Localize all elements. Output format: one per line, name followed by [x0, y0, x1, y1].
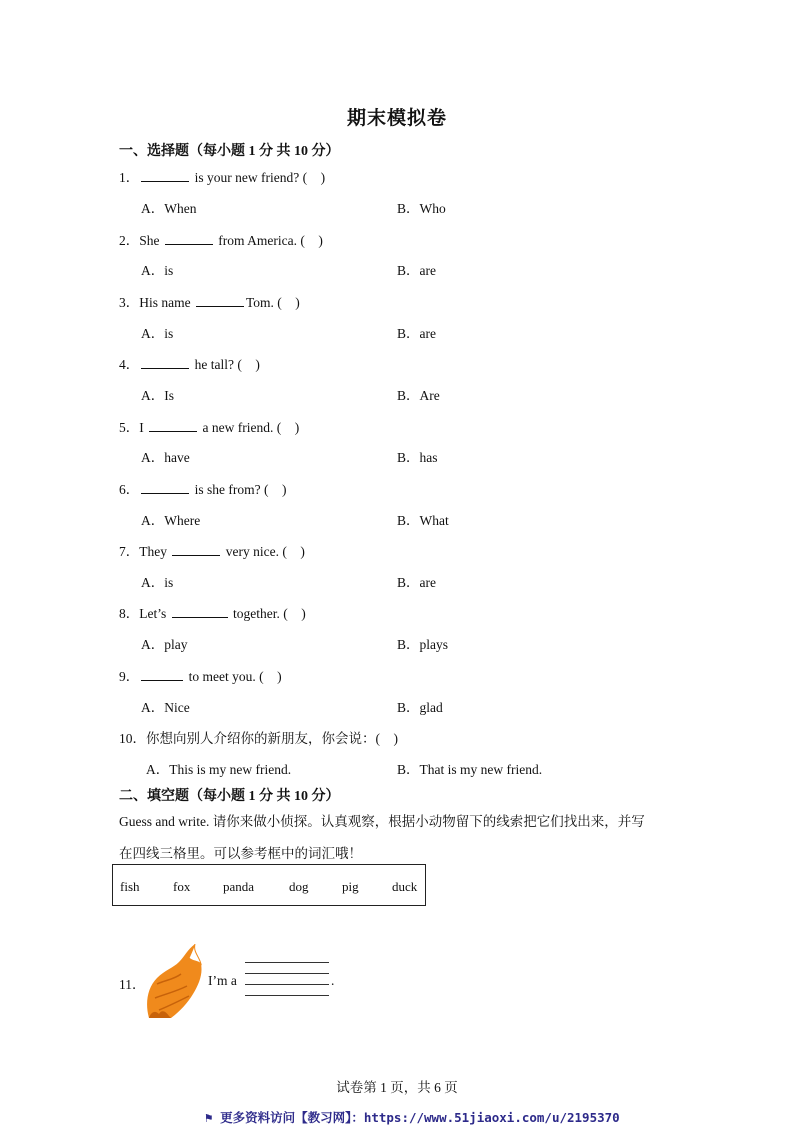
question-9	[119, 665, 282, 685]
question-number: 7．	[119, 544, 140, 559]
option-b[interactable]: B．glad	[397, 700, 443, 715]
question-number: 8．	[119, 606, 140, 621]
option-a[interactable]: A．Is	[141, 388, 174, 403]
answer-blank[interactable]	[172, 605, 228, 618]
answer-blank[interactable]	[196, 294, 244, 307]
answer-blank[interactable]	[141, 668, 183, 681]
option-a[interactable]: A．When	[141, 201, 197, 216]
question-6	[119, 478, 286, 498]
promo-text: 更多资料访问【教习网】：https://www.51jiaoxi.com/u/2195370	[220, 1110, 620, 1125]
option-b[interactable]: B．has	[397, 450, 438, 465]
word-bank-item: fox	[173, 879, 191, 894]
question-text-post: very nice. ( )	[222, 544, 305, 559]
question-text-pre: His name	[139, 295, 194, 310]
question-text-post: together. ( )	[229, 606, 306, 621]
flag-icon: ⚑	[205, 1110, 221, 1125]
question-number: 4．	[119, 357, 140, 372]
question-4	[119, 353, 260, 373]
section-2-intro-line-1: Guess and write. 请你来做小侦探。认真观察，根据小动物留下的线索把它们找出来，并写	[119, 814, 645, 829]
question-number: 9．	[119, 669, 140, 684]
option-b[interactable]: B．Are	[397, 388, 440, 403]
answer-blank[interactable]	[172, 543, 220, 556]
question-7	[119, 540, 305, 560]
question-11-period: .	[331, 973, 335, 988]
question-number: 2．	[119, 233, 140, 248]
question-text-post: is she from? ( )	[191, 482, 287, 497]
question-2	[119, 229, 323, 249]
question-8	[119, 602, 306, 622]
promo-link[interactable]	[205, 1108, 620, 1126]
question-text-post: is your new friend? ( )	[191, 170, 326, 185]
question-number: 1．	[119, 170, 140, 185]
question-text-post: a new friend. ( )	[199, 420, 300, 435]
option-a[interactable]: A．is	[141, 263, 174, 278]
answer-blank[interactable]	[141, 481, 189, 494]
section-1-heading: 一、选择题（每小题 1 分 共 10 分）	[119, 144, 340, 159]
four-line-grid[interactable]	[245, 962, 329, 1006]
question-text-post: from America. ( )	[214, 233, 323, 248]
option-b[interactable]: B．are	[397, 263, 436, 278]
word-bank-item: duck	[392, 879, 418, 894]
question-text-post: to meet you. ( )	[185, 669, 282, 684]
option-a[interactable]: A．is	[141, 326, 174, 341]
question-11-text: I’m a	[208, 973, 237, 988]
question-10	[119, 727, 398, 747]
question-5	[119, 416, 299, 436]
question-text-post: Tom. ( )	[246, 295, 300, 310]
question-11-number: 11．	[119, 977, 146, 992]
option-a[interactable]: A．This is my new friend.	[146, 762, 292, 777]
question-text-post: he tall? ( )	[191, 357, 260, 372]
question-number: 10．	[119, 731, 146, 746]
answer-blank[interactable]	[141, 356, 189, 369]
fox-tail-icon	[143, 944, 203, 1018]
option-b[interactable]: B．What	[397, 513, 449, 528]
option-a[interactable]: A．Nice	[141, 700, 190, 715]
answer-blank[interactable]	[165, 232, 213, 245]
question-text-pre: They	[139, 544, 171, 559]
question-1	[119, 166, 325, 186]
answer-blank[interactable]	[149, 419, 197, 432]
word-bank-item: pig	[342, 879, 359, 894]
word-bank-item: fish	[120, 879, 140, 894]
option-b[interactable]: B．are	[397, 326, 436, 341]
question-number: 3．	[119, 295, 140, 310]
option-a[interactable]: A．is	[141, 575, 174, 590]
question-number: 6．	[119, 482, 140, 497]
question-3	[119, 291, 300, 311]
option-a[interactable]: A．have	[141, 450, 190, 465]
section-2-intro-line-2: 在四线三格里。可以参考框中的词汇哦！	[119, 846, 362, 861]
question-text-pre: She	[139, 233, 163, 248]
option-a[interactable]: A．play	[141, 637, 188, 652]
option-b[interactable]: B．are	[397, 575, 436, 590]
option-b[interactable]: B．plays	[397, 637, 449, 652]
page-title: 期末模拟卷	[346, 108, 447, 129]
question-number: 5．	[119, 420, 140, 435]
word-bank-box	[112, 864, 426, 906]
question-text-pre: I	[139, 420, 148, 435]
word-bank-item: dog	[289, 879, 309, 894]
option-b[interactable]: B．That is my new friend.	[397, 762, 543, 777]
section-2-heading: 二、填空题（每小题 1 分 共 10 分）	[119, 789, 340, 804]
answer-blank[interactable]	[141, 169, 189, 182]
option-a[interactable]: A．Where	[141, 513, 201, 528]
page-footer: 试卷第 1 页，共 6 页	[336, 1080, 458, 1095]
question-text-pre: Let’s	[139, 606, 170, 621]
option-b[interactable]: B．Who	[397, 201, 446, 216]
word-bank-item: panda	[223, 879, 255, 894]
question-text-pre: 你想向别人介绍你的新朋友，你会说：( )	[146, 731, 398, 746]
